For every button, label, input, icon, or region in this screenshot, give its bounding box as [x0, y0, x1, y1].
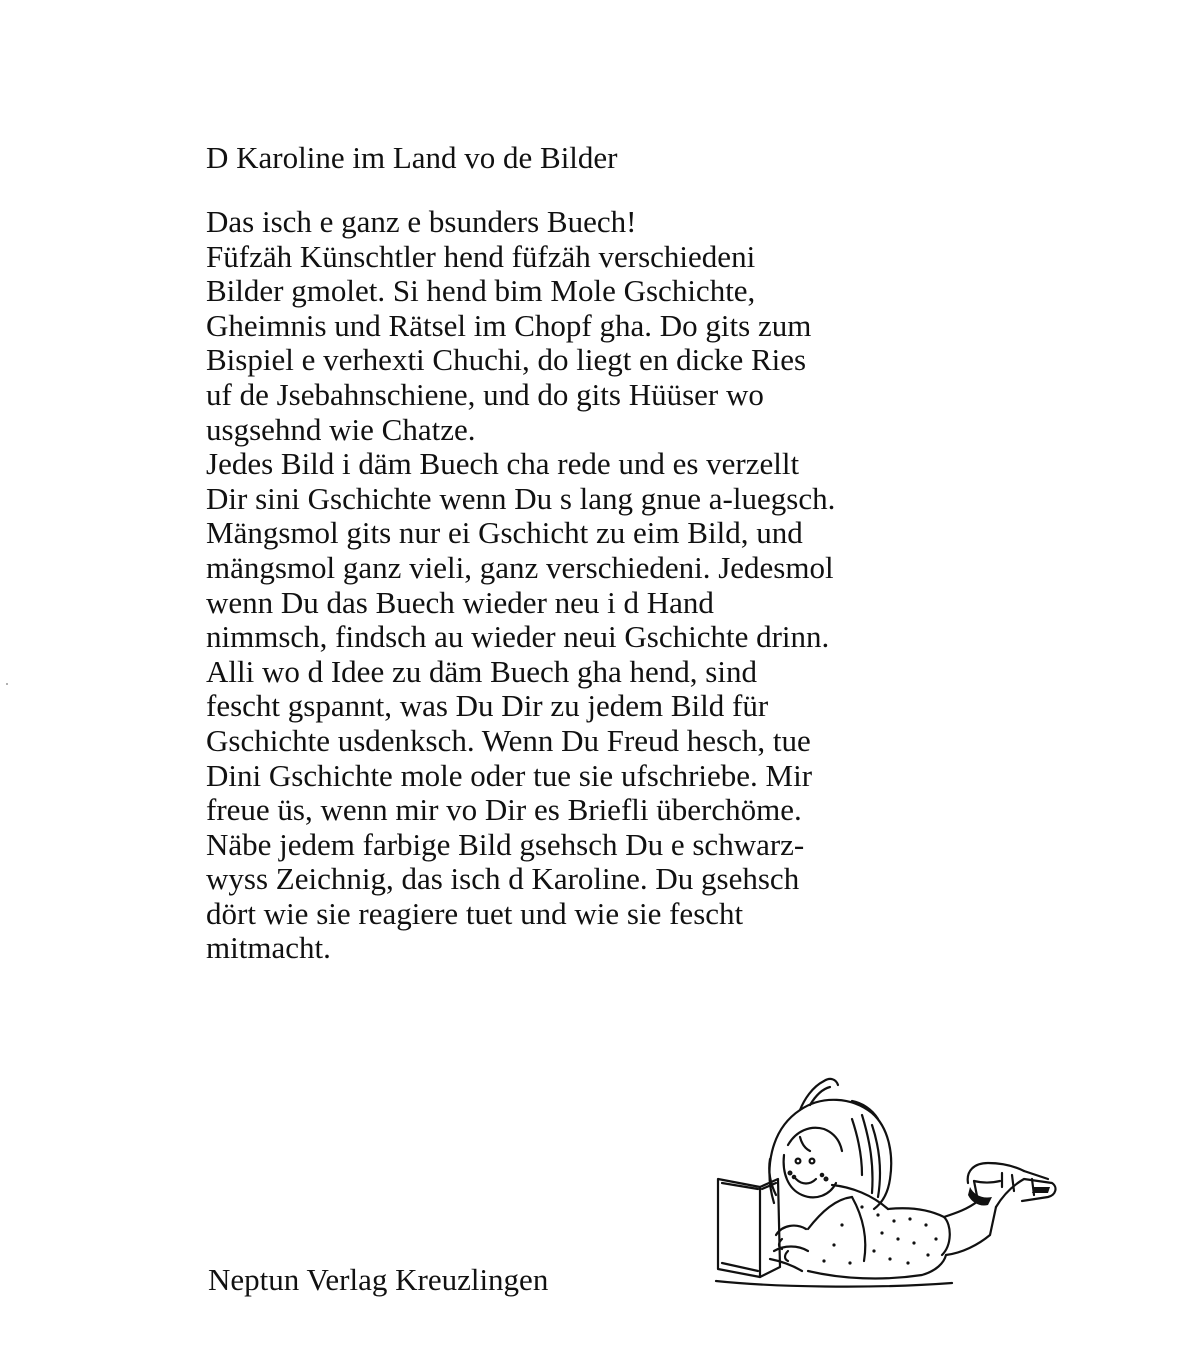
- page-title: D Karoline im Land vo de Bilder: [206, 140, 618, 175]
- body-line: Mängsmol gits nur ei Gschicht zu eim Bild, und: [206, 515, 803, 551]
- body-line: mängsmol ganz vieli, ganz verschiedeni. Jedesmol: [206, 549, 834, 585]
- body-line: uf de Jsebahnschiene, und do gits Hüüser wo: [206, 376, 764, 412]
- body-line: dört wie sie reagiere tuet und wie sie fescht: [206, 895, 744, 931]
- body-line: fescht gspannt, was Du Dir zu jedem Bild für: [206, 688, 769, 724]
- body-line: Das isch e ganz e bsunders Buech!: [206, 204, 637, 239]
- body-line: Alli wo d Idee zu däm Buech gha hend, sind: [206, 653, 757, 689]
- body-line: mitmacht.: [206, 930, 331, 966]
- body-line: Näbe jedem farbige Bild gsehsch Du e schwarz-: [206, 826, 805, 862]
- body-line: Bispiel e verhexti Chuchi, do liegt en dicke Ries: [206, 342, 807, 378]
- body-line: Gheimnis und Rätsel im Chopf gha. Do gits zum: [206, 307, 812, 343]
- body-line: Füfzäh Künschtler hend füfzäh verschiedeni: [206, 238, 756, 274]
- body-line: freue üs, wenn mir vo Dir es Briefli überchöme.: [206, 792, 802, 828]
- body-line: Dir sini Gschichte wenn Du s lang gnue a-luegsch.: [206, 480, 836, 516]
- publisher-name: Neptun Verlag Kreuzlingen: [208, 1262, 549, 1297]
- paper-speck: [6, 683, 8, 685]
- body-line: Dini Gschichte mole oder tue sie ufschriebe. Mir: [206, 757, 813, 793]
- body-line: Bilder gmolet. Si hend bim Mole Gschichte,: [206, 273, 756, 309]
- body-line: nimmsch, findsch au wieder neui Gschichte drinn.: [206, 619, 830, 655]
- body-line: usgsehnd wie Chatze.: [206, 411, 476, 447]
- body-line: Gschichte usdenksch. Wenn Du Freud hesch, tue: [206, 722, 811, 758]
- body-text: [206, 205, 966, 966]
- body-line: Jedes Bild i däm Buech cha rede und es verzellt: [206, 446, 800, 482]
- body-line: wyss Zeichnig, das isch d Karoline. Du gsehsch: [206, 861, 800, 897]
- body-line: wenn Du das Buech wieder neu i d Hand: [206, 584, 714, 620]
- girl-reading-book-icon: [712, 1075, 1062, 1300]
